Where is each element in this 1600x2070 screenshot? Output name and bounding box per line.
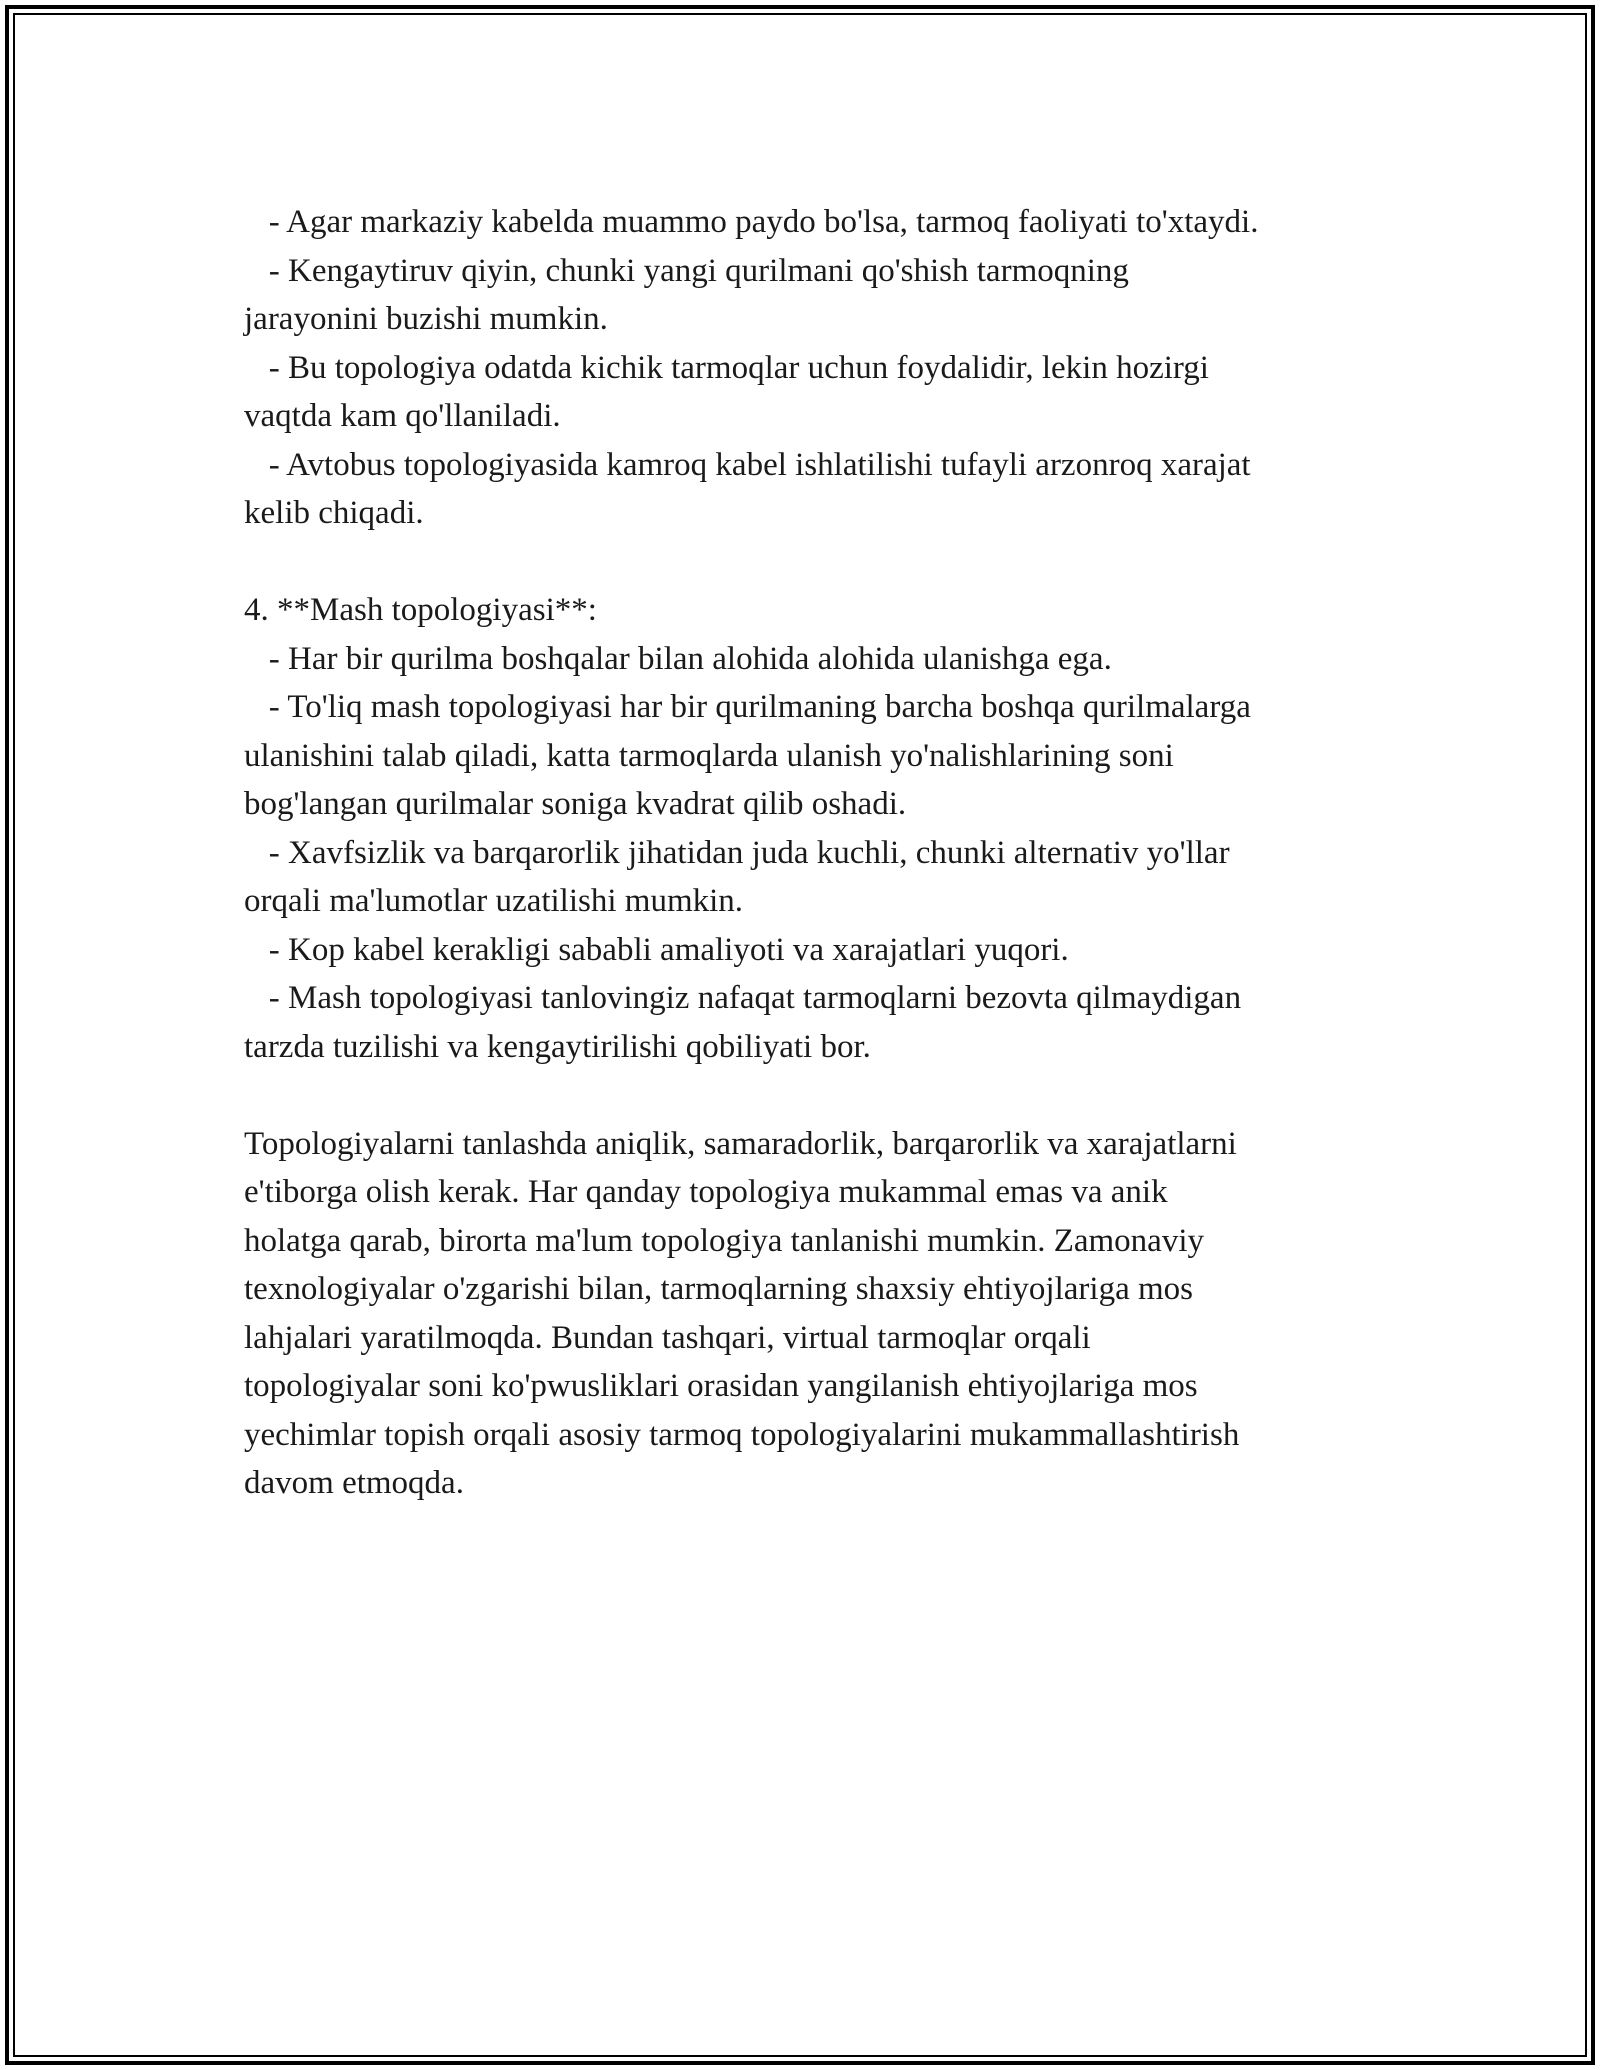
- text-line: kelib chiqadi.: [244, 495, 424, 531]
- text-line: - Avtobus topologiyasida kamroq kabel ishlatilishi tufayli arzonroq xarajat: [244, 446, 1251, 483]
- text-line: - Xavfsizlik va barqarorlik jihatidan juda kuchli, chunki alternativ yo'llar: [244, 834, 1230, 871]
- paragraph-gap: [244, 538, 1394, 587]
- text-line: jarayonini buzishi mumkin.: [244, 301, 608, 337]
- section-heading: 4. **Mash topologiyasi**:: [244, 592, 597, 628]
- paragraph-gap: [244, 1071, 1394, 1120]
- text-line: vaqtda kam qo'llaniladi.: [244, 398, 561, 434]
- page-border: [5, 5, 1595, 2065]
- text-line: orqali ma'lumotlar uzatilishi mumkin.: [244, 883, 744, 919]
- text-line: - Bu topologiya odatda kichik tarmoqlar uchun foydalidir, lekin hozirgi: [244, 349, 1209, 386]
- text-line: bog'langan qurilmalar soniga kvadrat qilib oshadi.: [244, 786, 907, 822]
- text-line: yechimlar topish orqali asosiy tarmoq topologiyalarini mukammallashtirish: [244, 1416, 1240, 1453]
- text-line: - Kengaytiruv qiyin, chunki yangi qurilmani qo'shish tarmoqning: [244, 252, 1129, 289]
- text-line: tarzda tuzilishi va kengaytirilishi qobiliyati bor.: [244, 1028, 871, 1065]
- text-line: - Agar markaziy kabelda muammo paydo bo'lsa, tarmoq faoliyati to'xtaydi.: [244, 204, 1259, 240]
- text-line: - Har bir qurilma boshqalar bilan alohida alohida ulanishga ega.: [244, 640, 1112, 677]
- document-text: [244, 198, 1394, 1508]
- text-line: davom etmoqda.: [244, 1465, 464, 1501]
- text-line: lahjalari yaratilmoqda. Bundan tashqari, virtual tarmoqlar orqali: [244, 1319, 1091, 1356]
- text-line: Topologiyalarni tanlashda aniqlik, samaradorlik, barqarorlik va xarajatlarni: [244, 1125, 1237, 1162]
- text-line: - To'liq mash topologiyasi har bir qurilmaning barcha boshqa qurilmalarga: [244, 689, 1251, 725]
- text-line: ulanishini talab qiladi, katta tarmoqlarda ulanish yo'nalishlarining soni: [244, 737, 1174, 774]
- text-line: - Kop kabel kerakligi sababli amaliyoti va xarajatlari yuqori.: [244, 931, 1069, 968]
- text-line: topologiyalar soni ko'pwusliklari orasidan yangilanish ehtiyojlariga mos: [244, 1368, 1198, 1404]
- text-line: texnologiyalar o'zgarishi bilan, tarmoqlarning shaxsiy ehtiyojlariga mos: [244, 1271, 1193, 1307]
- text-line: - Mash topologiyasi tanlovingiz nafaqat tarmoqlarni bezovta qilmaydigan: [244, 980, 1242, 1016]
- text-line: e'tiborga olish kerak. Har qanday topologiya mukammal emas va anik: [244, 1174, 1168, 1210]
- text-line: holatga qarab, birorta ma'lum topologiya tanlanishi mumkin. Zamonaviy: [244, 1222, 1204, 1259]
